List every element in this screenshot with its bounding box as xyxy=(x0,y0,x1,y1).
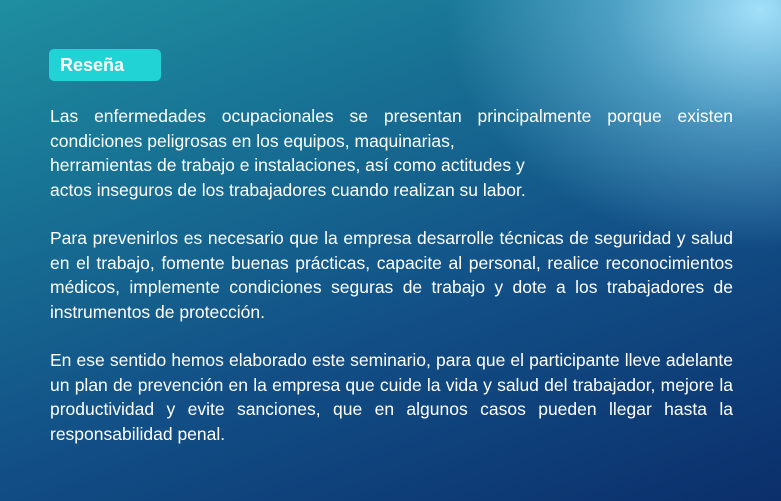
paragraph-1-line-3: actos inseguros de los trabajadores cuando realizan su labor. xyxy=(50,179,526,200)
paragraph-1 xyxy=(50,104,733,202)
paragraph-3: En ese sentido hemos elaborado este seminario, para que el participante lleve adelante un plan de prevención en la empresa que cuide la vida y salud del trabajador, mejore la productividad y evite sanciones, que en algunos casos pueden llegar hasta la responsabilidad penal. xyxy=(50,350,733,444)
paragraph-1-line-1: Las enfermedades ocupacionales se presentan principalmente porque existen condiciones peligrosas en los equipos, maquinarias, xyxy=(50,106,733,151)
review-content xyxy=(50,104,733,470)
section-badge: Reseña xyxy=(49,49,161,81)
paragraph-2: Para prevenirlos es necesario que la empresa desarrolle técnicas de seguridad y salud en el trabajo, fomente buenas prácticas, capacite al personal, realice reconocimientos médicos, implemente condiciones seguras de trabajo y dote a los trabajadores de instrumentos de protección. xyxy=(50,228,733,322)
paragraph-1-line-2: herramientas de trabajo e instalaciones, así como actitudes y xyxy=(50,155,525,175)
